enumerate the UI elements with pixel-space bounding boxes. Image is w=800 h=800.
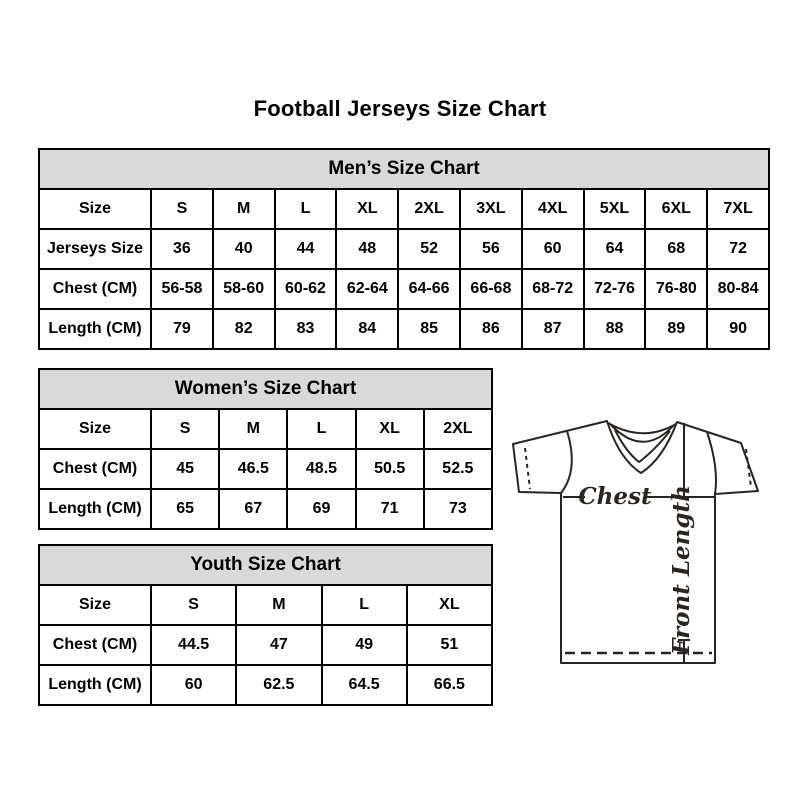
- size-header-cell: S: [151, 409, 219, 449]
- value-cell: 36: [151, 229, 213, 269]
- size-header-cell: 6XL: [645, 189, 707, 229]
- value-cell: 60-62: [275, 269, 337, 309]
- value-cell: 64: [584, 229, 646, 269]
- value-cell: 52: [398, 229, 460, 269]
- table-row: [39, 229, 769, 269]
- size-header-cell: 3XL: [460, 189, 522, 229]
- row-label: Length (CM): [39, 489, 151, 529]
- value-cell: 60: [151, 665, 236, 705]
- value-cell: 50.5: [356, 449, 424, 489]
- right-armhole-seam: [707, 432, 716, 494]
- size-header-cell: 5XL: [584, 189, 646, 229]
- size-header-cell: S: [151, 189, 213, 229]
- table-row: [39, 545, 492, 585]
- size-header-cell: L: [322, 585, 407, 625]
- value-cell: 73: [424, 489, 492, 529]
- value-cell: 89: [645, 309, 707, 349]
- row-label: Size: [39, 189, 151, 229]
- value-cell: 45: [151, 449, 219, 489]
- womens-size-table: [38, 368, 493, 530]
- value-cell: 76-80: [645, 269, 707, 309]
- value-cell: 67: [219, 489, 287, 529]
- size-header-cell: 7XL: [707, 189, 769, 229]
- value-cell: 44: [275, 229, 337, 269]
- row-label: Length (CM): [39, 665, 151, 705]
- value-cell: 48: [336, 229, 398, 269]
- value-cell: 69: [287, 489, 355, 529]
- value-cell: 65: [151, 489, 219, 529]
- row-label: Chest (CM): [39, 269, 151, 309]
- size-header-cell: 2XL: [398, 189, 460, 229]
- value-cell: 56: [460, 229, 522, 269]
- jersey-outline: [513, 421, 758, 663]
- value-cell: 85: [398, 309, 460, 349]
- value-cell: 72-76: [584, 269, 646, 309]
- size-header-cell: M: [219, 409, 287, 449]
- table-row: [39, 189, 769, 229]
- value-cell: 64.5: [322, 665, 407, 705]
- size-header-cell: XL: [336, 189, 398, 229]
- jersey-measurement-diagram: [505, 412, 770, 674]
- value-cell: 56-58: [151, 269, 213, 309]
- value-cell: 62.5: [236, 665, 321, 705]
- row-label: Chest (CM): [39, 449, 151, 489]
- value-cell: 72: [707, 229, 769, 269]
- value-cell: 68-72: [522, 269, 584, 309]
- left-armhole-seam: [561, 431, 572, 493]
- value-cell: 71: [356, 489, 424, 529]
- table-row: [39, 585, 492, 625]
- value-cell: 84: [336, 309, 398, 349]
- row-label: Chest (CM): [39, 625, 151, 665]
- mens-size-table: [38, 148, 770, 350]
- table-title: Youth Size Chart: [39, 545, 492, 585]
- row-label: Jerseys Size: [39, 229, 151, 269]
- table-title: Women’s Size Chart: [39, 369, 492, 409]
- row-label: Size: [39, 409, 151, 449]
- value-cell: 52.5: [424, 449, 492, 489]
- table-row: [39, 625, 492, 665]
- size-header-cell: L: [275, 189, 337, 229]
- size-header-cell: 2XL: [424, 409, 492, 449]
- size-header-cell: XL: [356, 409, 424, 449]
- youth-size-table: [38, 544, 493, 706]
- value-cell: 40: [213, 229, 275, 269]
- row-label: Length (CM): [39, 309, 151, 349]
- value-cell: 66.5: [407, 665, 492, 705]
- table-title: Men’s Size Chart: [39, 149, 769, 189]
- table-row: [39, 149, 769, 189]
- size-header-cell: M: [236, 585, 321, 625]
- table-row: [39, 309, 769, 349]
- table-row: [39, 665, 492, 705]
- front-length-label: Front Length: [668, 485, 695, 655]
- value-cell: 87: [522, 309, 584, 349]
- value-cell: 44.5: [151, 625, 236, 665]
- value-cell: 60: [522, 229, 584, 269]
- value-cell: 68: [645, 229, 707, 269]
- table-row: [39, 409, 492, 449]
- chest-label: Chest: [578, 483, 652, 510]
- size-header-cell: L: [287, 409, 355, 449]
- table-row: [39, 489, 492, 529]
- size-header-cell: M: [213, 189, 275, 229]
- table-row: [39, 369, 492, 409]
- size-header-cell: XL: [407, 585, 492, 625]
- size-header-cell: 4XL: [522, 189, 584, 229]
- value-cell: 62-64: [336, 269, 398, 309]
- value-cell: 66-68: [460, 269, 522, 309]
- table-row: [39, 269, 769, 309]
- value-cell: 46.5: [219, 449, 287, 489]
- left-cuff-stitch: [525, 448, 530, 489]
- value-cell: 47: [236, 625, 321, 665]
- value-cell: 49: [322, 625, 407, 665]
- page-title: Football Jerseys Size Chart: [253, 96, 547, 121]
- value-cell: 82: [213, 309, 275, 349]
- value-cell: 90: [707, 309, 769, 349]
- row-label: Size: [39, 585, 151, 625]
- value-cell: 58-60: [213, 269, 275, 309]
- value-cell: 86: [460, 309, 522, 349]
- value-cell: 51: [407, 625, 492, 665]
- size-header-cell: S: [151, 585, 236, 625]
- value-cell: 83: [275, 309, 337, 349]
- table-row: [39, 449, 492, 489]
- value-cell: 80-84: [707, 269, 769, 309]
- value-cell: 88: [584, 309, 646, 349]
- value-cell: 64-66: [398, 269, 460, 309]
- value-cell: 79: [151, 309, 213, 349]
- value-cell: 48.5: [287, 449, 355, 489]
